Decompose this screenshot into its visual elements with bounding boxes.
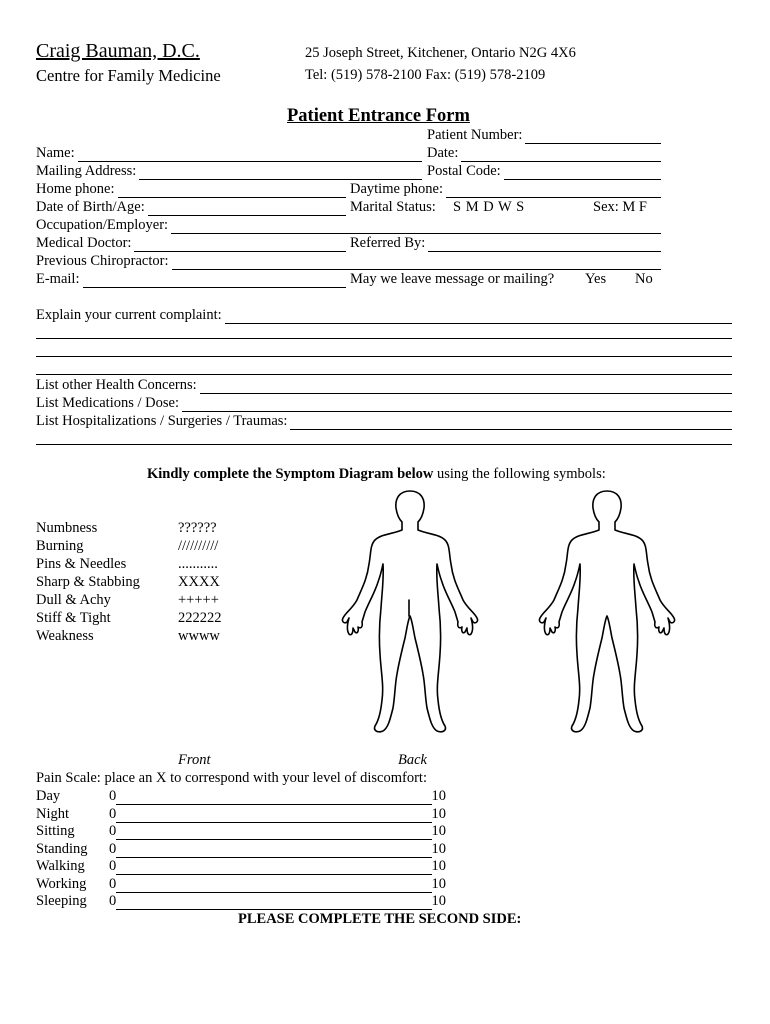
leave-message-label: May we leave message or mailing? <box>350 271 555 287</box>
body-outline-back <box>539 491 674 732</box>
medical-doctor-label: Medical Doctor: <box>36 235 132 251</box>
diagram-instruction-rest: using the following symbols: <box>433 466 606 482</box>
symbol-glyph: ?????? <box>178 520 217 536</box>
symbol-glyph: +++++ <box>178 592 219 608</box>
symbol-name: Pins & Needles <box>36 556 127 572</box>
marital-status-label: Marital Status: <box>350 199 436 215</box>
symbol-name: Stiff & Tight <box>36 610 111 626</box>
medical-doctor-line[interactable] <box>134 238 346 252</box>
email-label: E-mail: <box>36 271 80 287</box>
hospitalizations-field[interactable] <box>36 413 732 430</box>
pain-scale-max: 10 <box>431 823 446 839</box>
leave-message-yes[interactable]: Yes <box>585 271 607 287</box>
pain-scale-row-working[interactable] <box>36 876 446 893</box>
referred-by-field[interactable] <box>350 235 661 252</box>
referred-by-line[interactable] <box>428 238 661 252</box>
doctor-name: Craig Bauman, D.C. <box>36 40 200 62</box>
symbol-glyph: 222222 <box>178 610 222 626</box>
hospitalizations-label: List Hospitalizations / Surgeries / Traumas: <box>36 413 288 429</box>
name-label: Name: <box>36 145 75 161</box>
pain-scale-row-label: Working <box>36 875 87 892</box>
symbol-name: Dull & Achy <box>36 592 111 608</box>
complaint-field[interactable] <box>36 307 732 324</box>
complaint-label: Explain your current complaint: <box>36 307 222 323</box>
diagram-instruction-bold: Kindly complete the Symptom Diagram below <box>147 466 434 482</box>
patient-number-field[interactable] <box>427 127 661 144</box>
medications-field[interactable] <box>36 395 732 412</box>
occupation-label: Occupation/Employer: <box>36 217 169 233</box>
dob-age-line[interactable] <box>148 202 346 216</box>
pain-scale-row-label: Standing <box>36 840 88 857</box>
back-body-diagram[interactable] <box>532 488 682 738</box>
dob-age-field[interactable] <box>36 199 346 216</box>
symbol-glyph: wwww <box>178 628 220 644</box>
daytime-phone-label: Daytime phone: <box>350 181 444 197</box>
pain-scale-max: 10 <box>431 858 446 874</box>
patient-number-line[interactable] <box>525 130 661 144</box>
pain-scale-line[interactable] <box>116 896 431 910</box>
medical-doctor-field[interactable] <box>36 235 346 252</box>
health-concerns-line[interactable] <box>200 380 732 394</box>
clinic-address: 25 Joseph Street, Kitchener, Ontario N2G 4X6 <box>305 45 576 61</box>
date-line[interactable] <box>461 148 661 162</box>
dob-age-label: Date of Birth/Age: <box>36 199 145 215</box>
patient-number-label: Patient Number: <box>427 127 523 143</box>
pain-scale-row-label: Walking <box>36 858 85 874</box>
email-line[interactable] <box>83 274 347 288</box>
complaint-line-1[interactable] <box>225 310 732 324</box>
pain-scale-row-night[interactable] <box>36 806 446 823</box>
clinic-name: Centre for Family Medicine <box>36 66 221 85</box>
pain-scale-row-sleeping[interactable] <box>36 893 446 910</box>
front-label: Front <box>178 752 211 768</box>
pain-scale-min: 0 <box>109 823 117 839</box>
prev-chiro-label: Previous Chiropractor: <box>36 253 169 269</box>
symbol-name: Weakness <box>36 628 94 644</box>
pain-scale-min: 0 <box>109 805 117 822</box>
pain-scale-row-label: Sitting <box>36 823 75 839</box>
diagram-instruction <box>147 466 606 483</box>
pain-scale-min: 0 <box>109 875 117 892</box>
postal-code-field[interactable] <box>427 163 661 180</box>
pain-scale-min: 0 <box>109 858 117 874</box>
pain-scale-max: 10 <box>431 875 446 892</box>
symbol-glyph: ////////// <box>178 538 219 554</box>
postal-code-label: Postal Code: <box>427 163 501 179</box>
mailing-address-field[interactable] <box>36 163 422 180</box>
prev-chiro-field[interactable] <box>36 253 661 270</box>
date-label: Date: <box>427 145 459 161</box>
prev-chiro-line[interactable] <box>172 256 662 270</box>
pain-scale-row-walking[interactable] <box>36 858 446 875</box>
pain-scale-row-label: Day <box>36 788 61 804</box>
symbol-glyph: XXXX <box>178 574 220 590</box>
medications-line[interactable] <box>182 398 732 412</box>
form-title: Patient Entrance Form <box>287 106 470 126</box>
home-phone-line[interactable] <box>118 184 346 198</box>
pain-scale-min: 0 <box>109 840 117 857</box>
name-line[interactable] <box>78 148 422 162</box>
pain-scale-row-label: Sleeping <box>36 893 87 909</box>
leave-message-no[interactable]: No <box>635 271 653 287</box>
mailing-address-label: Mailing Address: <box>36 163 137 179</box>
complaint-line-4[interactable] <box>36 374 732 375</box>
symbol-glyph: ........... <box>178 556 218 572</box>
footer-note: PLEASE COMPLETE THE SECOND SIDE: <box>238 911 522 927</box>
health-concerns-label: List other Health Concerns: <box>36 377 197 393</box>
pain-scale-max: 10 <box>431 893 446 909</box>
symbol-name: Numbness <box>36 520 98 536</box>
pain-scale-line[interactable] <box>116 809 431 823</box>
symbol-name: Sharp & Stabbing <box>36 574 140 590</box>
mailing-address-line[interactable] <box>139 166 422 180</box>
marital-status-options[interactable]: S M D W S <box>453 199 525 215</box>
complaint-line-2[interactable] <box>36 338 732 339</box>
symbol-name: Burning <box>36 538 84 554</box>
date-field[interactable] <box>427 145 661 162</box>
pain-scale-line[interactable] <box>116 861 431 875</box>
postal-code-line[interactable] <box>504 166 661 180</box>
health-concerns-field[interactable] <box>36 377 732 394</box>
pain-scale-min: 0 <box>109 788 117 804</box>
hospitalizations-line-2[interactable] <box>36 444 732 445</box>
pain-scale-line[interactable] <box>116 826 431 840</box>
hospitalizations-line[interactable] <box>290 416 732 430</box>
back-label: Back <box>398 752 427 768</box>
front-body-diagram[interactable] <box>335 488 485 738</box>
clinic-phone: Tel: (519) 578-2100 Fax: (519) 578-2109 <box>305 67 546 83</box>
pain-scale-instruction: Pain Scale: place an X to correspond with your level of discomfort: <box>36 770 427 786</box>
sex-options[interactable]: Sex: M F <box>593 199 647 215</box>
email-field[interactable] <box>36 271 346 288</box>
complaint-line-3[interactable] <box>36 356 732 357</box>
body-outline-front <box>342 491 477 732</box>
referred-by-label: Referred By: <box>350 235 426 251</box>
pain-scale-min: 0 <box>109 893 117 909</box>
occupation-line[interactable] <box>171 220 661 234</box>
daytime-phone-line[interactable] <box>446 184 661 198</box>
medications-label: List Medications / Dose: <box>36 395 179 411</box>
pain-scale-row-standing[interactable] <box>36 841 446 858</box>
pain-scale-row-sitting[interactable] <box>36 823 446 840</box>
pain-scale-row-label: Night <box>36 805 70 822</box>
pain-scale-line[interactable] <box>116 879 431 893</box>
occupation-field[interactable] <box>36 217 661 234</box>
pain-scale-max: 10 <box>431 788 446 804</box>
pain-scale-line[interactable] <box>116 791 431 805</box>
pain-scale-max: 10 <box>431 840 446 857</box>
pain-scale-line[interactable] <box>116 844 431 858</box>
daytime-phone-field[interactable] <box>350 181 661 198</box>
name-field[interactable] <box>36 145 422 162</box>
pain-scale-max: 10 <box>431 805 446 822</box>
home-phone-field[interactable] <box>36 181 346 198</box>
home-phone-label: Home phone: <box>36 181 115 197</box>
pain-scale-row-day[interactable] <box>36 788 446 805</box>
